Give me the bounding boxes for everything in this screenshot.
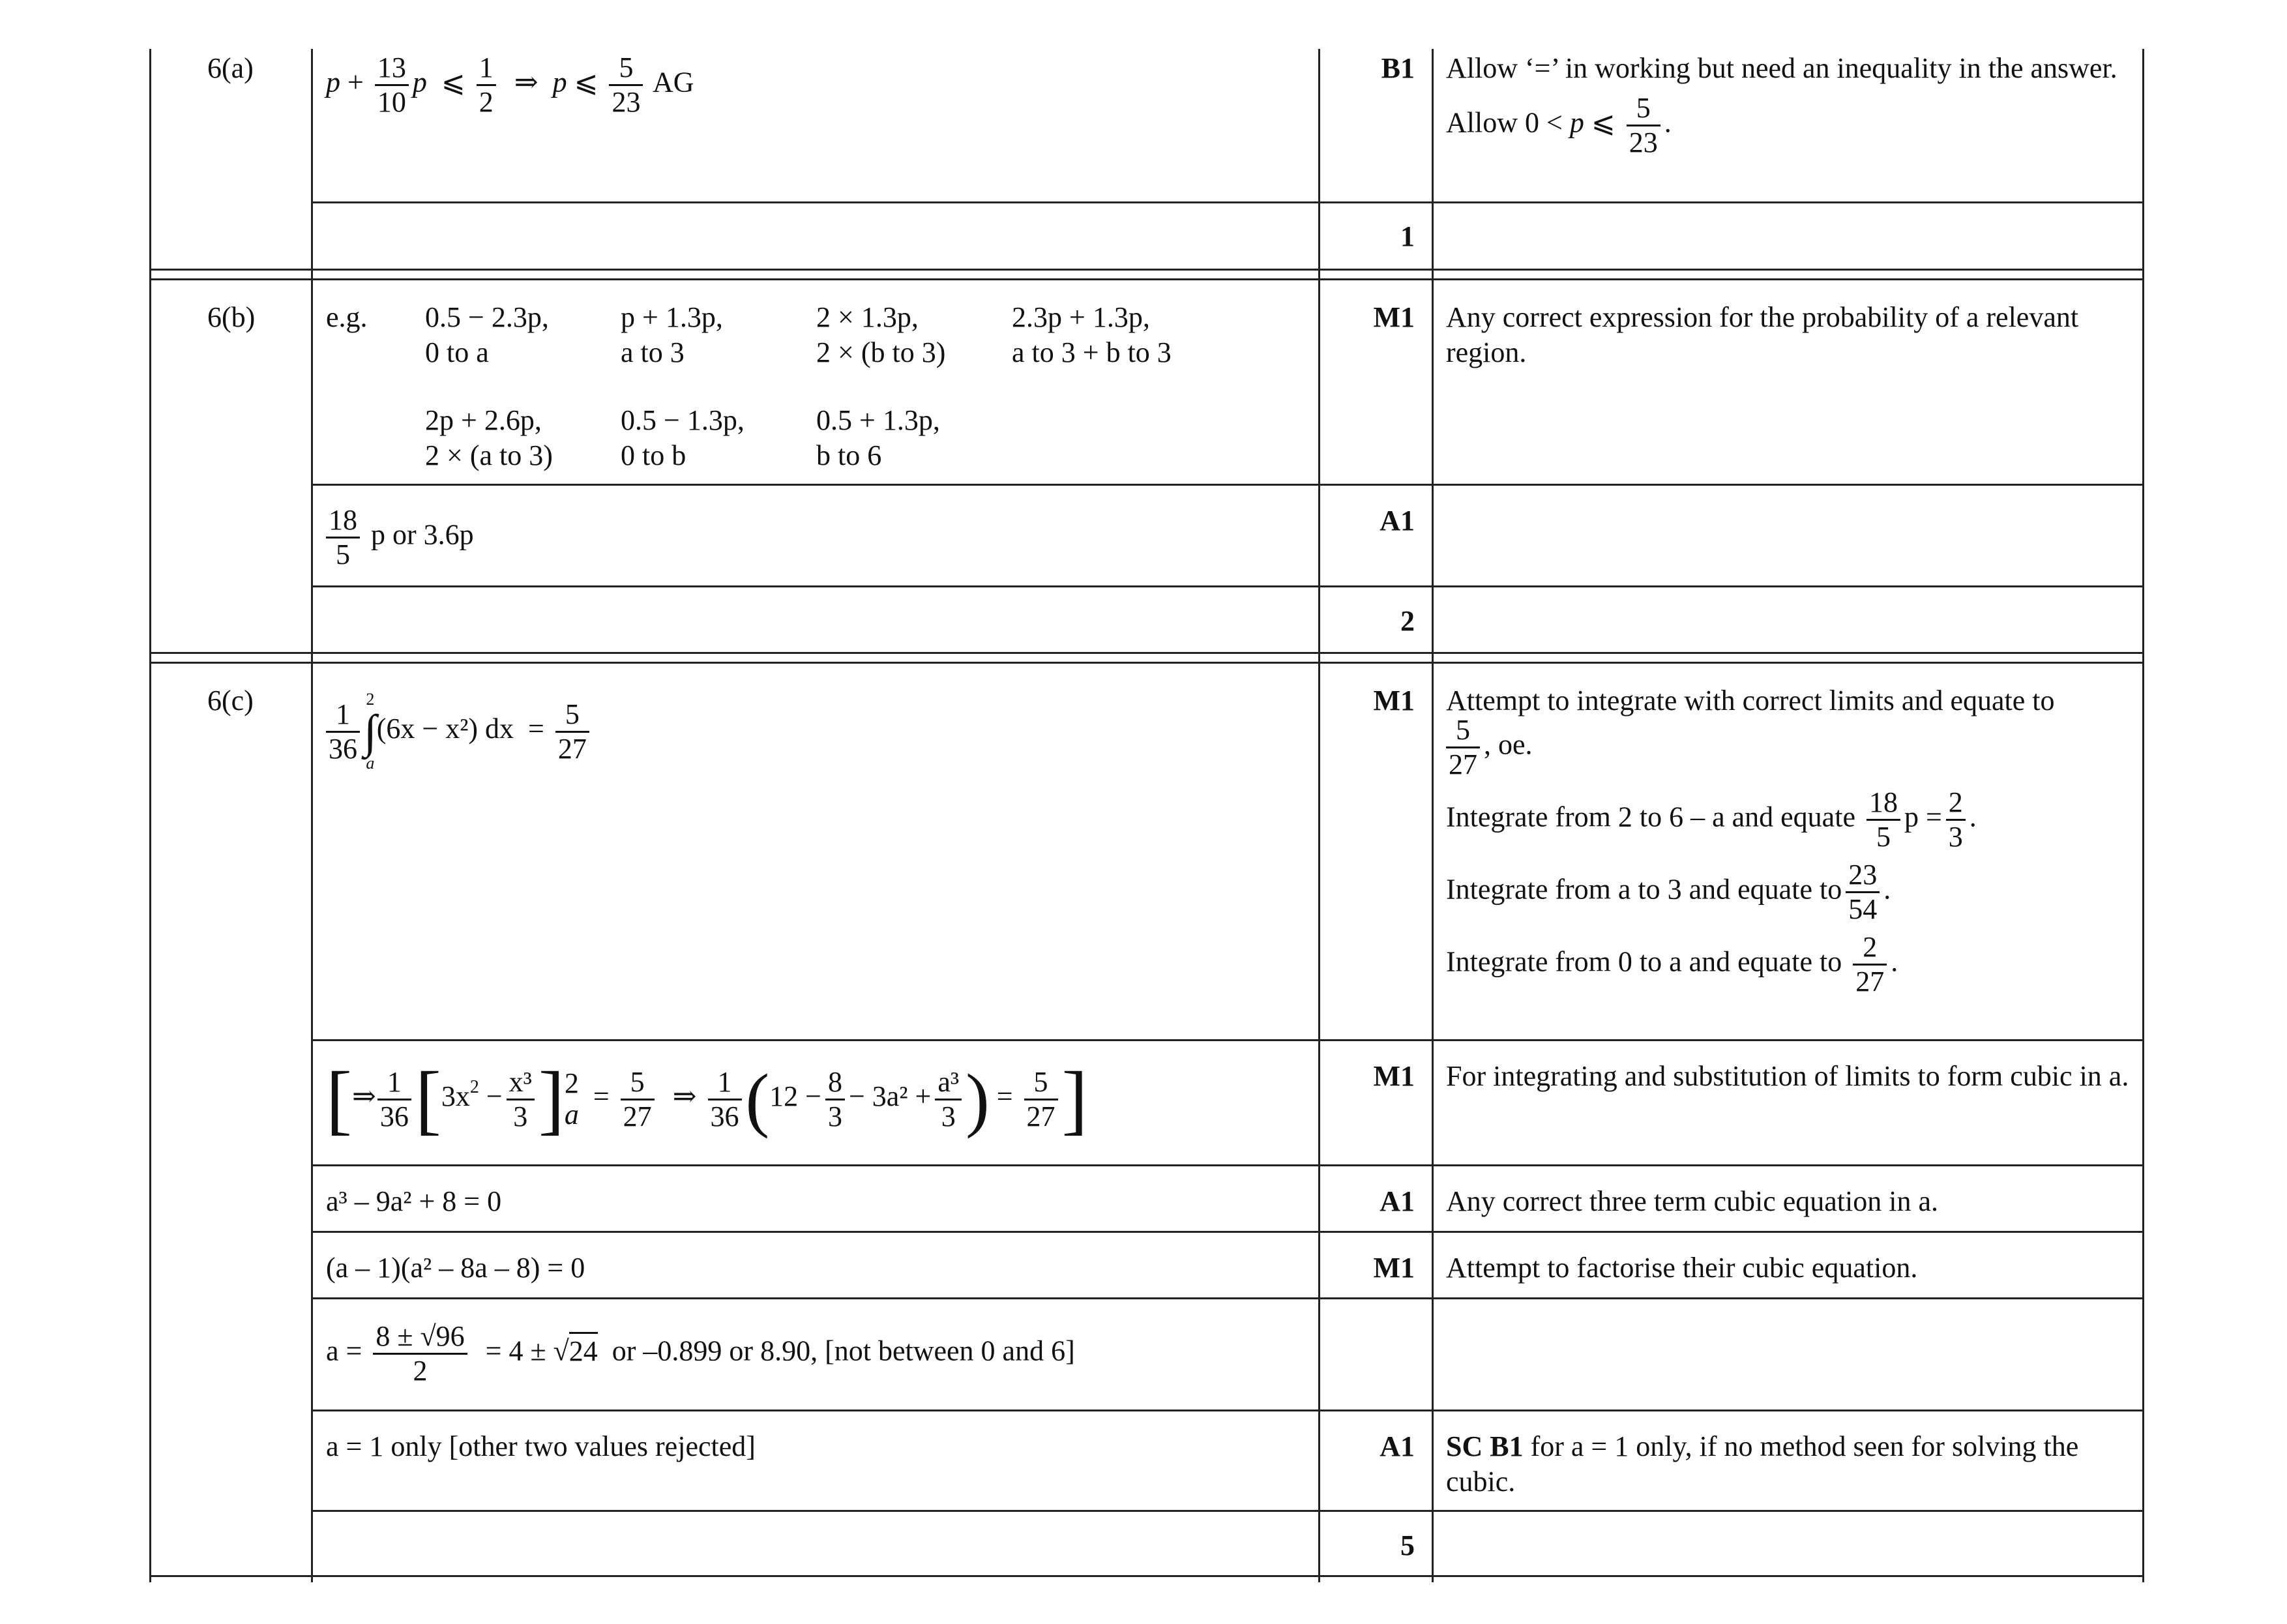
guidance-special-case: SC B1 for a = 1 only, if no method seen for solving the cubic. [1446, 1430, 2079, 1498]
fraction: $\frac{5}{23}$ [609, 53, 643, 117]
fraction: $\frac{23}{54}$ [1846, 861, 1880, 924]
row-divider [311, 201, 2144, 203]
example-expression: 2.3p + 1.3p, a to 3 + b to 3 [1012, 301, 1172, 368]
row-divider [311, 1297, 2144, 1299]
row-divider [311, 1510, 2144, 1512]
guidance-integration: For integrating and substitution of limits to form cubic in a. [1446, 1060, 2129, 1092]
row-divider [311, 1039, 2144, 1041]
answer-6a: p + $\frac{13}{10}$ p ⩽ $\frac{1}{2}$ ⇒ p ⩽ $\frac{5}{23}$ AG [326, 52, 694, 118]
row-divider [311, 1231, 2144, 1233]
integration-working: [⇒ $\frac{1}{36}$ [$3x^2$ − $\frac{\text{x³}}{3}$ ] 2 a = $\frac{5}{27}$ ⇒ $\frac{1}{36}$ (12 − $\frac{8}{3}$ − 3a² + $\frac{\text{a³}}{3}$ ) = $\frac{5}{27}$ ] [326, 1056, 1088, 1142]
question-label: 6(b) [207, 301, 256, 333]
mark-m1: M1 [1373, 1060, 1415, 1092]
total-mark: 2 [1400, 605, 1415, 637]
example-expression: 2p + 2.6p, 2 × (a to 3) [425, 404, 553, 471]
guidance-cubic: Any correct three term cubic equation in a. [1446, 1185, 1939, 1217]
answer-6b: $\frac{18}{5}$ p or 3.6p [326, 506, 474, 569]
fraction: $\frac{5}{27}$ [621, 1068, 655, 1131]
total-mark: 5 [1400, 1529, 1415, 1561]
row-divider [311, 1164, 2144, 1166]
fraction: $\frac{\text{x³}}{3}$ [507, 1068, 535, 1131]
example-expression: 0.5 − 2.3p, 0 to a [425, 301, 549, 368]
integral-equation: $\frac{1}{36}$ 2 ∫ a (6x − x²) dx = $\frac{5}{27}$ [326, 691, 593, 772]
row-divider [311, 1410, 2144, 1411]
mark-a1: A1 [1380, 505, 1415, 537]
row-divider [311, 484, 2144, 486]
fraction: $\frac{5}{27}$ [1446, 716, 1480, 779]
example-expression: 0.5 − 1.3p, 0 to b [621, 404, 745, 471]
mark-a1: A1 [1380, 1185, 1415, 1217]
total-mark: 1 [1400, 220, 1415, 252]
section-divider [149, 269, 2144, 271]
fraction: $\frac{18}{5}$ [1866, 788, 1900, 851]
mark-m1: M1 [1373, 301, 1415, 333]
example-expression: p + 1.3p, a to 3 [621, 301, 723, 368]
section-divider [149, 652, 2144, 654]
fraction: $\frac{1}{36}$ [708, 1068, 742, 1131]
guidance-factorise: Attempt to factorise their cubic equation. [1446, 1252, 1918, 1284]
example-expression: 2 × 1.3p, 2 × (b to 3) [816, 301, 946, 368]
quadratic-solutions: a = $\frac{8 \pm √96}{2}$ = 4 ± √24 or –0.899 or 8.90, [not between 0 and 6] [326, 1320, 1075, 1387]
mark-m1: M1 [1373, 685, 1415, 716]
question-label: 6(a) [207, 52, 254, 84]
fraction: $\frac{1}{2}$ [477, 53, 496, 117]
mark-a1: A1 [1380, 1430, 1415, 1462]
fraction: $\frac{\text{a³}}{3}$ [935, 1068, 962, 1131]
final-answer: a = 1 only [other two values rejected] [326, 1430, 756, 1462]
fraction: $\frac{8}{3}$ [825, 1068, 845, 1131]
fraction: $\frac{5}{27}$ [1024, 1068, 1058, 1131]
section-divider [149, 662, 2144, 664]
fraction: $\frac{1}{36}$ [326, 700, 360, 763]
row-divider [311, 585, 2144, 587]
guidance-6c: Attempt to integrate with correct limits and equate to $\frac{5}{27}$ , oe. Integrate from 2 to 6 – a and equate $\frac{18}{5}$ p = $\frac{2}{3}$ . Integrate from a to 3 and equate to $\frac{23}{54}$ . Integrate from 0 to a and equate to $\frac{2}{27}$ . [1446, 685, 2055, 997]
fraction: $\frac{2}{27}$ [1853, 933, 1887, 996]
fraction: $\frac{18}{5}$ [326, 506, 360, 569]
cubic-equation: a³ – 9a² + 8 = 0 [326, 1185, 502, 1217]
fraction: $\frac{5}{23}$ [1627, 94, 1660, 157]
factorised-equation: (a – 1)(a² – 8a – 8) = 0 [326, 1252, 585, 1284]
example-expression: 0.5 + 1.3p, b to 6 [816, 404, 940, 471]
fraction: $\frac{2}{3}$ [1946, 788, 1966, 851]
mark-m1: M1 [1373, 1252, 1415, 1284]
fraction: $\frac{1}{36}$ [377, 1068, 411, 1131]
fraction: $\frac{8 \pm √96}{2}$ [373, 1322, 467, 1385]
section-divider [149, 278, 2144, 280]
fraction: $\frac{13}{10}$ [375, 53, 409, 117]
guidance-6b: Any correct expression for the probability of a relevant region. [1446, 301, 2079, 368]
question-label: 6(c) [207, 685, 254, 716]
table-bottom-border [149, 1575, 2144, 1577]
guidance-6a: Allow ‘=’ in working but need an inequality in the answer. Allow 0 < p ⩽ $\frac{5}{23}$ . [1446, 52, 2117, 158]
eg-label: e.g. [326, 301, 368, 333]
mark-b1: B1 [1381, 52, 1415, 84]
fraction: $\frac{5}{27}$ [555, 700, 589, 763]
